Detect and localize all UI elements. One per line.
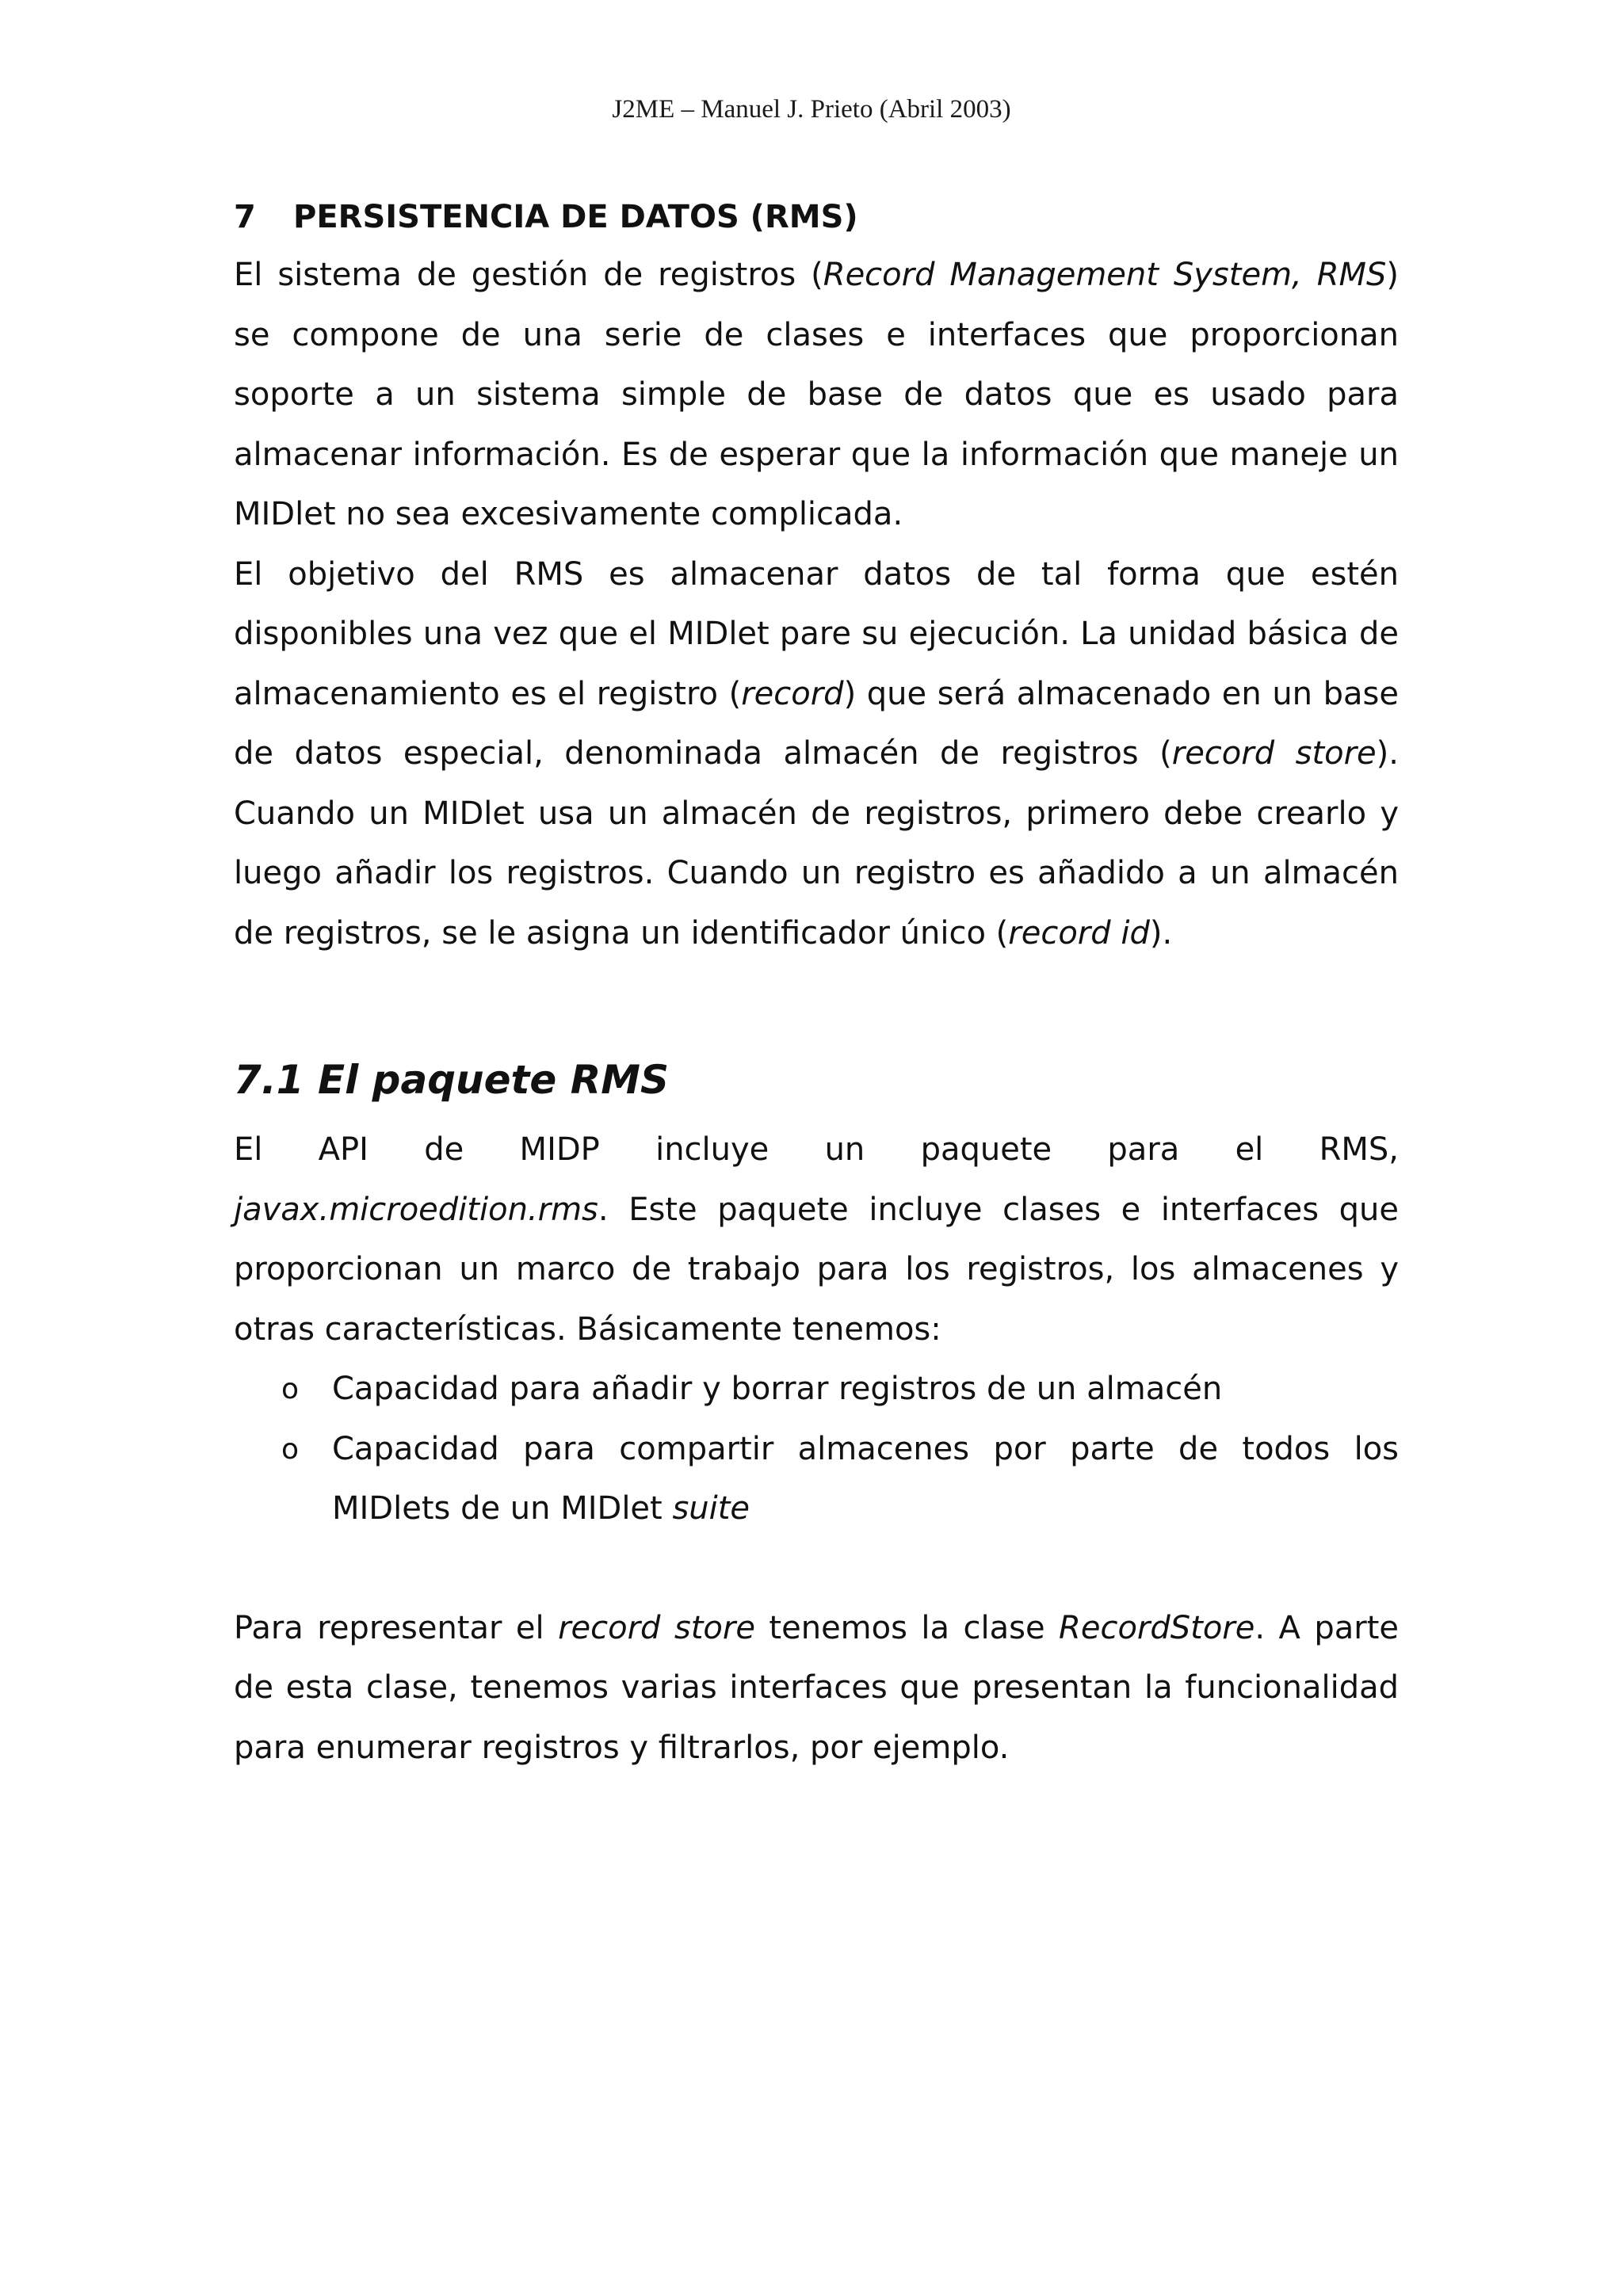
text-run: El sistema de gestión de registros ( — [234, 257, 823, 293]
text-run: El objetivo del RMS es almacenar datos de tal forma que estén disponibles una vez que el MIDlet pare su ejecución. La unidad básica de almacenamiento es el registro ( — [234, 555, 1399, 712]
list-item — [234, 1420, 1399, 1539]
section-number: 7 — [234, 199, 256, 235]
subsection-paragraph-2 — [234, 1599, 1399, 1779]
text-run: ) que será almacenado en un base de datos especial, denominada almacén de registros ( — [234, 675, 1399, 772]
spacer — [234, 1539, 1399, 1599]
text-run: . Este paquete incluye clases e interfaces que proporcionan un marco de trabajo para los registros, los almacenes y otras características. Básicamente tenemos: — [234, 1191, 1399, 1348]
feature-list — [234, 1360, 1399, 1539]
section-heading — [234, 189, 1399, 246]
bullet-marker: o — [281, 1373, 300, 1405]
bullet-marker: o — [281, 1432, 300, 1466]
text-run: ). Cuando un MIDlet usa un almacén de registros, primero debe crearlo y luego añadir los registros. Cuando un registro es añadido a un almacén de registros, se le asigna un identificador único ( — [234, 735, 1399, 952]
text-run-italic: javax.microedition.rms — [234, 1191, 598, 1228]
list-item-text: Capacidad para añadir y borrar registros de un almacén — [332, 1371, 1223, 1407]
list-item — [234, 1360, 1399, 1420]
text-run: tenemos la clase — [754, 1609, 1060, 1646]
page-content — [234, 189, 1399, 1778]
section-paragraph-2 — [234, 545, 1399, 964]
text-run-italic: record store — [1171, 735, 1377, 772]
subsection-heading: 7.1 El paquete RMS — [234, 1057, 669, 1103]
running-header: J2ME – Manuel J. Prieto (Abril 2003) — [612, 95, 1011, 124]
text-run: . A parte de esta clase, tenemos varias interfaces que presentan la funcionalidad para enumerar registros y filtrarlos, por ejemplo. — [234, 1609, 1400, 1766]
list-item-italic: suite — [672, 1490, 750, 1527]
section-title: PERSISTENCIA DE DATOS (RMS) — [293, 199, 858, 235]
subsection-paragraph-1 — [234, 1120, 1399, 1360]
text-run: ) se compone de una serie de clases e interfaces que proporcionan soporte a un sistema simple de base de datos que es usado para almacenar información. Es de esperar que la información que maneje un MIDlet no sea excesivamente complicada. — [234, 257, 1399, 532]
text-run: Para representar el — [234, 1609, 559, 1646]
text-run-italic: Record Management System, RMS — [823, 257, 1387, 293]
text-run-italic: record — [741, 675, 844, 712]
list-item-text: Capacidad para compartir almacenes por parte de todos los MIDlets de un MIDlet — [332, 1430, 1399, 1527]
text-run-italic: record id — [1008, 914, 1150, 952]
text-run: El API de MIDP incluye un paquete para el RMS, — [234, 1131, 1399, 1168]
text-run: ). — [1149, 914, 1173, 952]
text-run-italic: record store — [558, 1609, 755, 1646]
text-run-italic: RecordStore — [1059, 1609, 1255, 1646]
section-paragraph-1 — [234, 246, 1399, 545]
